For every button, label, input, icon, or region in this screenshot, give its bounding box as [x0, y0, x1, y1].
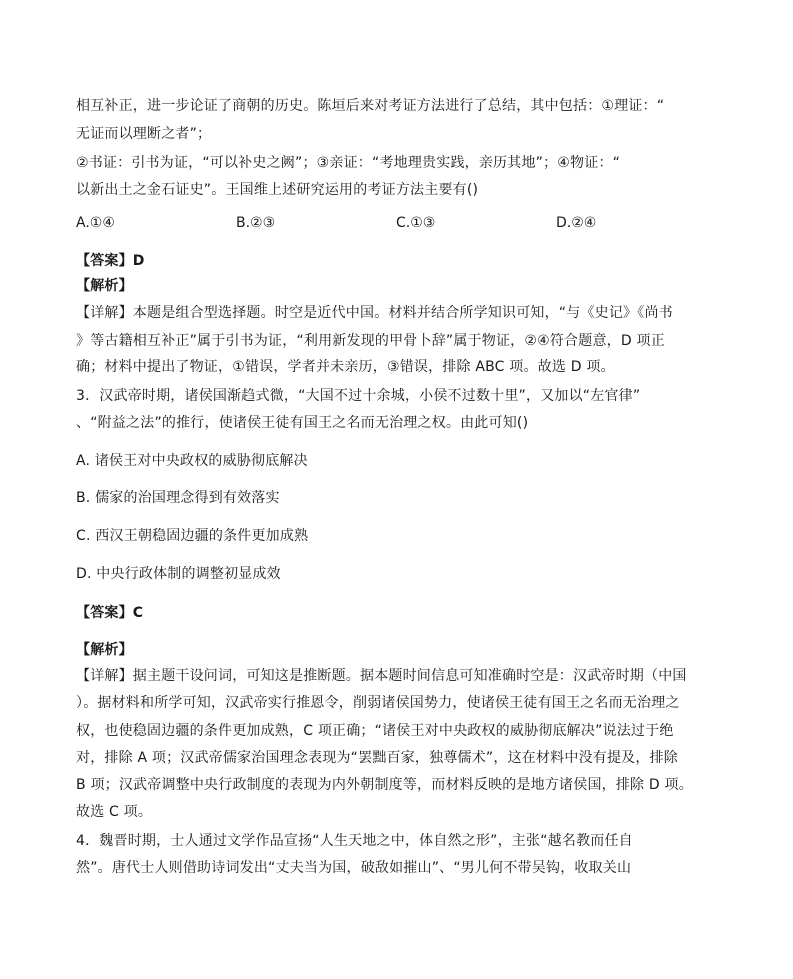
q3-detail-line-3: 权，也使稳固边疆的条件更加成熟，C 项正确；“诸侯王对中央政权的威胁彻底解决”说法过于绝 [76, 723, 674, 739]
q4-stem-line-1: 4．魏晋时期，士人通过文学作品宣扬“人生天地之中，体自然之形”，主张“越名教而任自 [76, 833, 633, 849]
q2-detail-line-2: 》等古籍相互补正”属于引书为证，“利用新发现的甲骨卜辞”属于物证，②④符合题意，D 项正 [76, 333, 665, 349]
q2-stem-line-4: 以新出土之金石证史”。王国维上述研究运用的考证方法主要有() [76, 182, 479, 198]
q2-stem-line-1: 相互补正，进一步论证了商朝的历史。陈垣后来对考证方法进行了总结，其中包括：①理证：“ [76, 98, 665, 114]
q2-detail-line-3: 确；材料中提出了物证，①错误，学者并未亲历，③错误，排除 ABC 项。故选 D 项。 [76, 359, 615, 375]
q2-analysis-title: 【解析】 [76, 278, 133, 294]
q3-option-c: C. 西汉王朝稳固边疆的条件更加成熟 [76, 528, 309, 544]
q3-option-a: A. 诸侯王对中央政权的威胁彻底解决 [76, 453, 308, 469]
q3-option-b: B. 儒家的治国理念得到有效落实 [76, 490, 280, 506]
q3-detail-line-1: 【详解】据主题干设问词，可知这是推断题。据本题时间信息可知准确时空是：汉武帝时期（中国 [76, 668, 687, 684]
q2-option-b: B.②③ [236, 215, 276, 231]
q3-stem-line-2: 、“附益之法”的推行，使诸侯王徒有国王之名而无治理之权。由此可知() [76, 415, 529, 431]
q2-answer: 【答案】D [76, 253, 145, 269]
q2-detail-line-1: 【详解】本题是组合型选择题。时空是近代中国。材料并结合所学知识可知，“与《史记》《尚书 [76, 305, 673, 321]
q2-option-d: D.②④ [556, 215, 597, 231]
q2-option-a: A.①④ [76, 215, 115, 231]
q3-detail-line-5: B 项；汉武帝调整中央行政制度的表现为内外朝制度等，而材料反映的是地方诸侯国，排除 D 项。 [76, 777, 693, 793]
q3-stem-line-1: 3．汉武帝时期，诸侯国渐趋式微，“大国不过十余城，小侯不过数十里”，又加以“左官律” [76, 388, 641, 404]
q3-detail-line-2: ）。据材料和所学可知，汉武帝实行推恩令，削弱诸侯国势力，使诸侯王徒有国王之名而无治理之 [76, 695, 680, 711]
q2-stem-line-3: ②书证：引书为证，“可以补史之阙”；③亲证：“考地理贵实践，亲历其地”；④物证：“ [76, 155, 621, 171]
q3-answer: 【答案】C [76, 605, 144, 621]
q4-stem-line-2: 然”。唐代士人则借助诗词发出“丈夫当为国，破敌如摧山”、“男儿何不带吴钩，收取关山 [76, 860, 632, 876]
q2-stem-line-2: 无证而以理断之者”； [76, 126, 212, 142]
q2-option-c: C.①③ [396, 215, 436, 231]
q3-detail-line-4: 对，排除 A 项；汉武帝儒家治国理念表现为“罢黜百家，独尊儒术”，这在材料中没有提及，排除 [76, 750, 678, 766]
q3-detail-line-6: 故选 C 项。 [76, 804, 153, 820]
q3-analysis-title: 【解析】 [76, 642, 133, 658]
q3-option-d: D. 中央行政体制的调整初显成效 [76, 566, 281, 582]
